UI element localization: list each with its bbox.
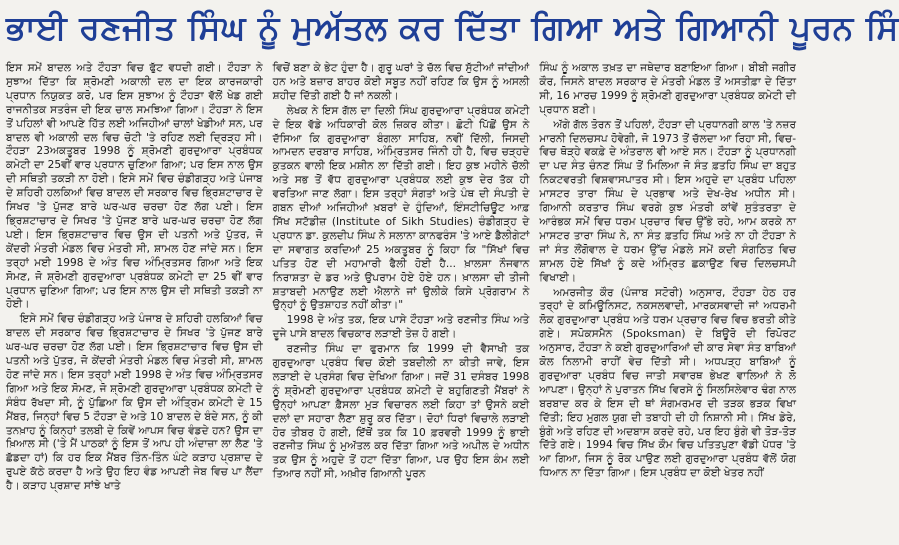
paragraph: ਅਮਰਜੀਤ ਕੌਰ (ਪੰਜਾਬ ਸਟੋਰੀ) ਅਨੁਸਾਰ, ਟੌਹੜਾ ਹੇਠ ਹਰ ਤਰ੍ਹਾਂ ਦੇ ਕਮਿਊਨਿਸਟ, ਨਕਸਲਵਾਦੀ, ਮਾਰਕਸਵਾਦੀ ਜਾਂ ਅਧਰਮੀ ਲੋਕ ਗੁਰਦੁਆਰਾ ਪ੍ਰਬੰਧ ਅਤੇ ਧਰਮ ਪ੍ਰਚਾਰ ਵਿਚ ਵਿਚ ਭਰਤੀ ਕੀਤੇ ਗਏ। ਸਪੋਕਸਮੈਨ (Spoksman) ਦੇ ਬਿਊਰੋ ਦੀ ਰਿਪੋਰਟ ਅਨੁਸਾਰ, ਟੌਹੜਾ ਨੇ ਕਈ ਗੁਰਦੁਆਰਿਆਂ ਦੀ ਕਾਰ ਸੇਵਾ ਸੰਤ ਬਾਬਿਆਂ ਕੋਲ ਨਿਲਾਮੀ ਰਾਹੀਂ ਵੇਚ ਦਿੱਤੀ ਸੀ। ਅਧਪੜ੍ਹ ਬਾਬਿਆਂ ਨੂੰ ਗੁਰਦੁਆਰਾ ਪ੍ਰਬੰਧ ਵਿਚ ਜਾਤੀ ਸਵਾਰਥ ਭੇਖਣ ਵਾਲਿਆਂ ਨੇ ਲੋ ਆਪਣਾ। ਉਨ੍ਹਾਂ ਨੇ ਪੁਰਾਤਨ ਸਿੱਖ ਵਿਰਸੇ ਨੂੰ ਸਿਲਸਿਲੇਵਾਰ ਢੰਗ ਨਾਲ ਬਰਬਾਦ ਕਰ ਕੇ ਇਸ ਦੀ ਥਾਂ ਸੰਗਮਰਮਰ ਦੀ ਤੜਕ ਭੜਕ ਵਿਖਾ ਦਿੱਤੀ; ਇਹ ਮੁਗਲ ਯੁਗ ਦੀ ਤਬਾਹੀ ਦੀ ਹੀ ਨਿਸ਼ਾਨੀ ਸੀ। ਸਿੱਖ ਡੇਰੇ, ਬੁੰਗੇ ਅਤੇ ਰਹਿਣ ਦੀ ਅਦਬਾਸ ਕਰਦੇ ਰਹੇ, ਪਰ ਇਹ ਬੁੰਗੇ ਵੀ ਤੋੜ-ਤੋੜ ਦਿੱਤੇ ਗਏ। 1994 ਵਿਚ ਸਿੱਖ ਕੌਮ ਵਿਚ ਪਤਿਤਪੁਣਾ ਵੱਡੀ ਪੱਧਰ 'ਤੇ ਆ ਗਿਆ, ਜਿਸ ਨੂੰ ਰੋਕ ਪਾਉਣ ਲਈ ਗੁਰਦੁਆਰਾ ਪ੍ਰਬੰਧ ਵੱਲੋਂ ਯੋਗ ਧਿਆਨ ਨਾ ਦਿੱਤਾ ਗਿਆ। ਇਸ ਪ੍ਰਬੰਧ ਦਾ ਕੋਈ ਖੇਤਰ ਨਹੀਂ <box>539 286 797 480</box>
paragraph: ਇਸੇ ਸਮੇਂ ਵਿਚ ਚੰਡੀਗੜ੍ਹ ਅਤੇ ਪੰਜਾਬ ਦੇ ਸ਼ਹਿਰੀ ਹਲਕਿਆਂ ਵਿਚ ਬਾਦਲ ਦੀ ਸਰਕਾਰ ਵਿਚ ਭ੍ਰਿਸ਼ਟਾਚਾਰ ਦੇ ਸਿਖਰ 'ਤੇ ਪੁੱਜਣ ਬਾਰੇ ਘਰ-ਘਰ ਚਰਚਾ ਹੋਣ ਲੱਗ ਪਈ। ਇਸ ਭ੍ਰਿਸ਼ਟਾਚਾਰ ਵਿਚ ਉਸ ਦੀ ਪਤਨੀ ਅਤੇ ਪੁੱਤਰ, ਜੋ ਕੇਂਦਰੀ ਮੰਤਰੀ ਮੰਡਲ ਵਿਚ ਮੰਤਰੀ ਸੀ, ਸ਼ਾਮਲ ਹੋਣ ਜਾਂਦੇ ਸਨ। ਇਸ ਤਰ੍ਹਾਂ ਮਈ 1998 ਦੇ ਅੰਤ ਵਿਚ ਅੰਮ੍ਰਿਤਸਰ ਗਿਆ ਅਤੇ ਇਕ ਸੋਮਣ, ਜੋ ਸ਼੍ਰੋਮਣੀ ਗੁਰਦੁਆਰਾ ਪ੍ਰਬੰਧਕ ਕਮੇਟੀ ਦੇ ਸੰਬੰਧ ਰੱਖਦਾ ਸੀ, ਨੂੰ ਪੁੱਛਿਆ ਕਿ ਉਸ ਦੀ ਅੰਤ੍ਰਿਮ ਕਮੇਟੀ ਦੇ 15 ਮੈਂਬਰ, ਜਿਨ੍ਹਾਂ ਵਿਚ 5 ਟੌਹੜਾ ਦੇ ਅਤੇ 10 ਬਾਦਲ ਦੇ ਬੰਦੇ ਸਨ, ਨੂੰ ਕੀ ਤਨਖ਼ਾਹ ਨੂੰ ਕਿਨ੍ਹਾਂ ਤਲਬੀ ਦੇ ਕਿਵੇਂ ਆਪਸ ਵਿਚ ਵੰਡਦੇ ਹਨ? ਉਸ ਦਾ ਖ਼ਿਆਲ ਸੀ ('ਤੇ ਮੈਂ ਪਾਠਕਾਂ ਨੂੰ ਇਸ ਤੋਂ ਆਪ ਹੀ ਅੰਦਾਜ਼ਾ ਲਾ ਲੈਣ 'ਤੇ ਛੱਡਦਾ ਹਾਂ) ਕਿ ਹਰ ਇਕ ਮੈਂਬਰ ਤਿੰਨ-ਤਿੰਨ ਘੰਟੇ ਕੜਾਹ ਪ੍ਰਸ਼ਾਦ ਦੇ ਰੁਪਏ ਕੱਠੇ ਕਰਦਾ ਹੈ ਅਤੇ ਉਹ ਇਹ ਵੰਡ ਆਪਣੀ ਜੇਬ ਵਿਚ ਪਾ ਲੈਂਦਾ ਹੈ। ਕੜਾਹ ਪ੍ਰਸ਼ਾਦ ਸਾਂਝੇ ਖਾਤੇ <box>6 313 263 493</box>
paragraph: ਇਸ ਸਮੇਂ ਬਾਦਲ ਅਤੇ ਟੌਹੜਾ ਵਿਚ ਫੁੱਟ ਵਧਦੀ ਗਈ। ਟੌਹੜਾ ਨੇ ਸੁਝਾਅ ਦਿੱਤਾ ਕਿ ਸ਼੍ਰੋਮਣੀ ਅਕਾਲੀ ਦਲ ਦਾ ਇਕ ਕਾਰਜਕਾਰੀ ਪ੍ਰਧਾਨ ਨਿਯੁਕਤ ਕਰੋ, ਪਰ ਇਸ ਸੁਝਾਅ ਨੂੰ ਟੌਹੜਾ ਵੱਲੋਂ ਖੇਡ ਗਈ ਰਾਜਨੀਤਕ ਸਤਰੰਜ ਦੀ ਇਕ ਚਾਲ ਸਮਝਿਆ ਗਿਆ। ਟੌਹੜਾ ਨੇ ਇਸ ਤੋਂ ਪਹਿਲਾਂ ਵੀ ਆਪਣੇ ਹਿੱਤ ਲਈ ਅਜਿਹੀਆਂ ਚਾਲਾਂ ਖੇਡੀਆਂ ਸਨ, ਪਰ ਬਾਦਲ ਵੀ ਅਕਾਲੀ ਦਲ ਵਿਚ ਚੋਟੀ 'ਤੇ ਰਹਿਣ ਲਈ ਦ੍ਰਿੜ੍ਹ ਸੀ। ਟੌਹੜਾ 23ਅਕਤੂਬਰ 1998 ਨੂੰ ਸ਼੍ਰੋਮਣੀ ਗੁਰਦੁਆਰਾ ਪ੍ਰਬੰਧਕ ਕਮੇਟੀ ਦਾ 25ਵੀਂ ਵਾਰ ਪ੍ਰਧਾਨ ਚੁਣਿਆ ਗਿਆ; ਪਰ ਇਸ ਨਾਲ ਉਸ ਦੀ ਸਥਿਤੀ ਤਕੜੀ ਨਾ ਹੋਈ। ਇਸੇ ਸਮੇਂ ਵਿਚ ਚੰਡੀਗੜ੍ਹ ਅਤੇ ਪੰਜਾਬ ਦੇ ਸ਼ਹਿਰੀ ਹਲਕਿਆਂ ਵਿਚ ਬਾਦਲ ਦੀ ਸਰਕਾਰ ਵਿਚ ਭ੍ਰਿਸ਼ਟਾਚਾਰ ਦੇ ਸਿਖਰ 'ਤੇ ਪੁੱਜਣ ਬਾਰੇ ਘਰ-ਘਰ ਚਰਚਾ ਹੋਣ ਲੱਗ ਪਈ। ਇਸ ਭ੍ਰਿਸ਼ਟਾਚਾਰ ਦੇ ਸਿਖਰ 'ਤੇ ਪੁੱਜਣ ਬਾਰੇ ਘਰ-ਘਰ ਚਰਚਾ ਹੋਣ ਲੱਗ ਪਈ। ਇਸ ਭ੍ਰਿਸ਼ਟਾਚਾਰ ਵਿਚ ਉਸ ਦੀ ਪਤਨੀ ਅਤੇ ਪੁੱਤਰ, ਜੋ ਕੇਂਦਰੀ ਮੰਤਰੀ ਮੰਡਲ ਵਿਚ ਮੰਤਰੀ ਸੀ, ਸ਼ਾਮਲ ਹੋਣ ਜਾਂਦੇ ਸਨ। ਇਸ ਤਰ੍ਹਾਂ ਮਈ 1998 ਦੇ ਅੰਤ ਵਿਚ ਅੰਮ੍ਰਿਤਸਰ ਗਿਆ ਅਤੇ ਇਕ ਸੋਮਣ, ਜੋ ਸ਼੍ਰੋਮਣੀ ਗੁਰਦੁਆਰਾ ਪ੍ਰਬੰਧਕ ਕਮੇਟੀ ਦਾ 25 ਵੀਂ ਵਾਰ ਪ੍ਰਧਾਨ ਚੁਣਿਆ ਗਿਆ; ਪਰ ਇਸ ਨਾਲ ਉਸ ਦੀ ਸਥਿਤੀ ਤਕੜੀ ਨਾ ਹੋਈ। <box>6 62 263 311</box>
paragraph: ਅੱਗੇ ਗੱਲ ਤੋਰਨ ਤੋਂ ਪਹਿਲਾਂ, ਟੌਹੜਾ ਦੀ ਪ੍ਰਧਾਨਗੀ ਕਾਲ 'ਤੇ ਨਜ਼ਰ ਮਾਰਨੀ ਦਿਲਚਸਪ ਹੋਵੇਗੀ, ਜੋ 1973 ਤੋਂ ਚੱਲਦਾ ਆ ਰਿਹਾ ਸੀ, ਵਿਚ-ਵਿਚ ਥੋੜ੍ਹੇ ਵਕਫ਼ੇ ਦੇ ਅੰਤਰਾਲ ਵੀ ਆਏ ਸਨ। ਟੌਹੜਾ ਨੂੰ ਪ੍ਰਧਾਨਗੀ ਦਾ ਪਦ ਸੰਤ ਚੰਨਣ ਸਿੰਘ ਤੋਂ ਮਿਲਿਆ ਜੋ ਸੰਤ ਫ਼ਤਹਿ ਸਿੰਘ ਦਾ ਬਹੁਤ ਨਿਕਟਵਰਤੀ ਵਿਸ਼ਵਾਸਪਾਤਰ ਸੀ। ਇਸ ਅਹੁਦੇ ਦਾ ਪ੍ਰਬੰਧ ਪਹਿਲਾ ਮਾਸਟਰ ਤਾਰਾ ਸਿੰਘ ਦੇ ਪ੍ਰਭਾਵ ਅਤੇ ਦੇਖ-ਰੇਖ ਅਧੀਨ ਸੀ। ਗਿਆਨੀ ਕਰਤਾਰ ਸਿੰਘ ਵਰਗੇ ਕੁਝ ਮੰਤਰੀ ਕਾਂਵੇਂ ਸੁਤੰਤਰਤਾ ਦੇ ਆਰੰਭਕ ਸਮੇਂ ਵਿਚ ਧਰਮ ਪ੍ਰਚਾਰ ਵਿਚ ਉੱਭੇ ਰਹੇ, ਆਮ ਕਰਕੇ ਨਾ ਮਾਸਟਰ ਤਾਰਾ ਸਿੰਘ ਨੇ, ਨਾ ਸੰਤ ਫ਼ਤਹਿ ਸਿੰਘ ਅਤੇ ਨਾ ਹੀ ਟੌਹੜਾ ਨੇ ਜਾਂ ਸੰਤ ਲੌਂਗੋਵਾਲ ਦੇ ਧਰਮ ਉੱਚ ਮੰਡਲੇ ਸਮੇਂ ਕਦੀ ਸੰਗਠਿਤ ਵਿਚ ਸ਼ਾਮਲ ਹੋਏ ਸਿੱਖਾਂ ਨੂੰ ਕਦੇ ਅੰਮ੍ਰਿਤ ਛਕਾਉਣ ਵਿਚ ਦਿਲਚਸਪੀ ਵਿਖਾਈ। <box>539 118 797 284</box>
text-column-3 <box>539 62 796 545</box>
paragraph: ਵਿਚੋਂ ਬਣਾ ਕੇ ਭੇਟ ਹੁੰਦਾ ਹੈ। ਗੁਰੂ ਘਰਾਂ ਤੇ ਚੱਲ ਵਿਚ ਸੁੱਟੀਆਂ ਜਾਂਦੀਆਂ ਹਨ ਅਤੇ ਬਜ਼ਾਰ ਬਾਹਰ ਕੋਈ ਸਬੂਤ ਨਹੀਂ ਰਹਿਣ ਕਿ ਉਸ ਨੂੰ ਅਸਲੀ ਸ਼ਹੀਦ ਦਿੱਤੀ ਗਈ ਹੈ ਜਾਂ ਨਕਲੀ। <box>272 62 530 102</box>
paragraph: 1998 ਦੇ ਅੰਤ ਤਕ, ਇਕ ਪਾਸੇ ਟੌਹੜਾ ਅਤੇ ਰਣਜੀਤ ਸਿੰਘ ਅਤੇ ਦੂਜੇ ਪਾਸੇ ਬਾਦਲ ਵਿਚਕਾਰ ਲੜਾਈ ਤੇਜ਼ ਹੋ ਗਈ। <box>272 314 530 341</box>
text-column-1 <box>6 62 263 545</box>
text-column-2 <box>273 62 530 545</box>
paragraph: ਰਣਜੀਤ ਸਿੰਘ ਦਾ ਫੁਰਮਾਨ ਕਿ 1999 ਦੀ ਵੈਸਾਖੀ ਤਕ ਗੁਰਦੁਆਰਾ ਪ੍ਰਬੰਧ ਵਿਚ ਕੋਈ ਤਬਦੀਲੀ ਨਾ ਕੀਤੀ ਜਾਵੇ, ਇਸ ਲੜਾਈ ਦੇ ਪ੍ਰਸੰਗ ਵਿਚ ਦੇਖਿਆ ਗਿਆ। ਜਦੋਂ 31 ਦਸੰਬਰ 1998 ਨੂੰ ਸ਼੍ਰੋਮਣੀ ਗੁਰਦੁਆਰਾ ਪ੍ਰਬੰਧਕ ਕਮੇਟੀ ਦੇ ਬਹੁਗਿਣਤੀ ਮੈਂਬਰਾਂ ਨੇ ਉਨ੍ਹਾਂ ਆਪਣਾ ਫ਼ੈਸਲਾ ਮੁੜ ਵਿਚਾਰਨ ਲਈ ਕਿਹਾ ਤਾਂ ਉਸਨੇ ਕਈ ਦਲਾਂ ਦਾ ਸਹਾਰਾ ਲੈਣਾ ਸ਼ੁਰੂ ਕਰ ਦਿੱਤਾ। ਦੋਹਾਂ ਧਿਰਾਂ ਵਿਚਾਲੇ ਲੜਾਈ ਹੋਰ ਤੀਬਰ ਹੋ ਗਈ, ਇੱਥੋਂ ਤਕ ਕਿ 10 ਫ਼ਰਵਰੀ 1999 ਨੂੰ ਭਾਈ ਰਣਜੀਤ ਸਿੰਘ ਨੂੰ ਮੁਅੱਤਲ ਕਰ ਦਿੱਤਾ ਗਿਆ ਅਤੇ ਅਪੀਲ ਦੇ ਅਧੀਨ ਤਕ ਉਸ ਨੂੰ ਅਹੁਦੇ ਤੋਂ ਹਟਾ ਦਿੱਤਾ ਗਿਆ, ਪਰ ਉਹ ਇਸ ਕੰਮ ਲਈ ਤਿਆਰ ਨਹੀਂ ਸੀ, ਅਖ਼ੀਰ ਗਿਆਨੀ ਪੂਰਨ <box>272 343 530 481</box>
paragraph: ਸਿੰਘ ਨੂੰ ਅਕਾਲ ਤਖ਼ਤ ਦਾ ਜਥੇਦਾਰ ਬਣਾਇਆ ਗਿਆ। ਬੀਬੀ ਜਗੀਰ ਕੌਰ, ਜਿਸਨੇ ਬਾਦਲ ਸਰਕਾਰ ਦੇ ਮੰਤਰੀ ਮੰਡਲ ਤੋਂ ਅਸਤੀਫ਼ਾ ਦੇ ਦਿੱਤਾ ਸੀ, 16 ਮਾਰਚ 1999 ਨੂੰ ਸ਼੍ਰੋਮਣੀ ਗੁਰਦੁਆਰਾ ਪ੍ਰਬੰਧਕ ਕਮੇਟੀ ਦੀ ਪ੍ਰਧਾਨ ਬਣੀ। <box>539 62 797 116</box>
article-body <box>6 62 796 545</box>
article-headline: ਭਾਈ ਰਣਜੀਤ ਸਿੰਘ ਨੂੰ ਮੁਅੱਤਲ ਕਰ ਦਿੱਤਾ ਗਿਆ ਅਤੇ ਗਿਆਨੀ ਪੂਰਨ ਸਿੰ <box>6 8 899 47</box>
paragraph: ਲੇਖਕ ਨੇ ਇਸ ਗੱਲ ਦਾ ਦਿਲੀ ਸਿੰਘ ਗੁਰਦੁਆਰਾ ਪ੍ਰਬੰਧਕ ਕਮੇਟੀ ਦੇ ਇਕ ਵੱਡੇ ਅਧਿਕਾਰੀ ਕੋਲ ਜ਼ਿਕਰ ਕੀਤਾ। ਛੋਟੀ ਪਿੱਛੋਂ ਉਸ ਨੇ ਦੱਸਿਆ ਕਿ ਗੁਰਦੁਆਰਾ ਬੰਗਲਾ ਸਾਹਿਬ, ਨਵੀਂ ਦਿੱਲੀ, ਜਿਸਦੀ ਆਮਦਨ ਦਰਬਾਰ ਸਾਹਿਬ, ਅੰਮ੍ਰਿਤਸਰ ਜਿੰਨੀ ਹੀ ਹੈ, ਵਿਚ ਚੜ੍ਹਦੇ ਕੁਤਕਨ ਵਾਲੀ ਇਕ ਮਸ਼ੀਨ ਲਾ ਦਿੱਤੀ ਗਈ। ਇਹ ਕੁਝ ਮਹੀਨੇ ਚੱਲੀ ਅਤੇ ਸਭ ਤੋਂ ਵੱਧ ਗੁਰਦੁਆਰਾ ਪ੍ਰਬੰਧਕ ਲਈ ਕੁਝ ਦੇਰ ਤੱਕ ਹੀ ਵਰਤਿਆ ਜਾਣ ਲੱਗਾ। ਇਸ ਤਰ੍ਹਾਂ ਸੰਗਤਾਂ ਅਤੇ ਪੰਥ ਦੀ ਸੰਪਤੀ ਦੇ ਗਬਨ ਦੀਆਂ ਅਜਿਹੀਆਂ ਖ਼ਬਰਾਂ ਦੇ ਹੁੰਦਿਆਂ, ਇੰਸਟੀਚਿਊਟ ਆਫ਼ ਸਿੱਖ ਸਟੱਡੀਜ਼ (Institute of Sikh Studies) ਚੰਡੀਗੜ੍ਹ ਦੇ ਪ੍ਰਧਾਨ ਡਾ. ਕੁਲਦੀਪ ਸਿੰਘ ਨੇ ਸਲਾਨਾ ਕਾਨਫਰੰਸ 'ਤੇ ਆਏ ਡੈਲੀਗੇਟਾਂ ਦਾ ਸਵਾਗਤ ਕਰਦਿਆਂ 25 ਅਕਤੂਬਰ ਨੂੰ ਕਿਹਾ ਕਿ "ਸਿੱਖਾਂ ਵਿਚ ਪਤਿਤ ਹੋਣ ਦੀ ਮਹਾਮਾਰੀ ਫੈਲੀ ਹੋਈ ਹੈ... ਖ਼ਾਲਸਾ ਨੌਜਵਾਨ ਨਿਰਾਸ਼ਤਾ ਦੇ ਡਰ ਅਤੇ ਉਪਰਾਮ ਹੋਏ ਹੋਏ ਹਨ। ਖ਼ਾਲਸਾ ਦੀ ਤੀਜੀ ਸ਼ਤਾਬਦੀ ਮਨਾਉਣ ਲਈ ਐਲਾਨੇ ਜਾਂ ਉਲੀਕੇ ਕਿਸੇ ਪ੍ਰੋਗਰਾਮ ਨੇ ਉਨ੍ਹਾਂ ਨੂੰ ਉਤਸ਼ਾਹਤ ਨਹੀਂ ਕੀਤਾ।" <box>272 104 530 312</box>
